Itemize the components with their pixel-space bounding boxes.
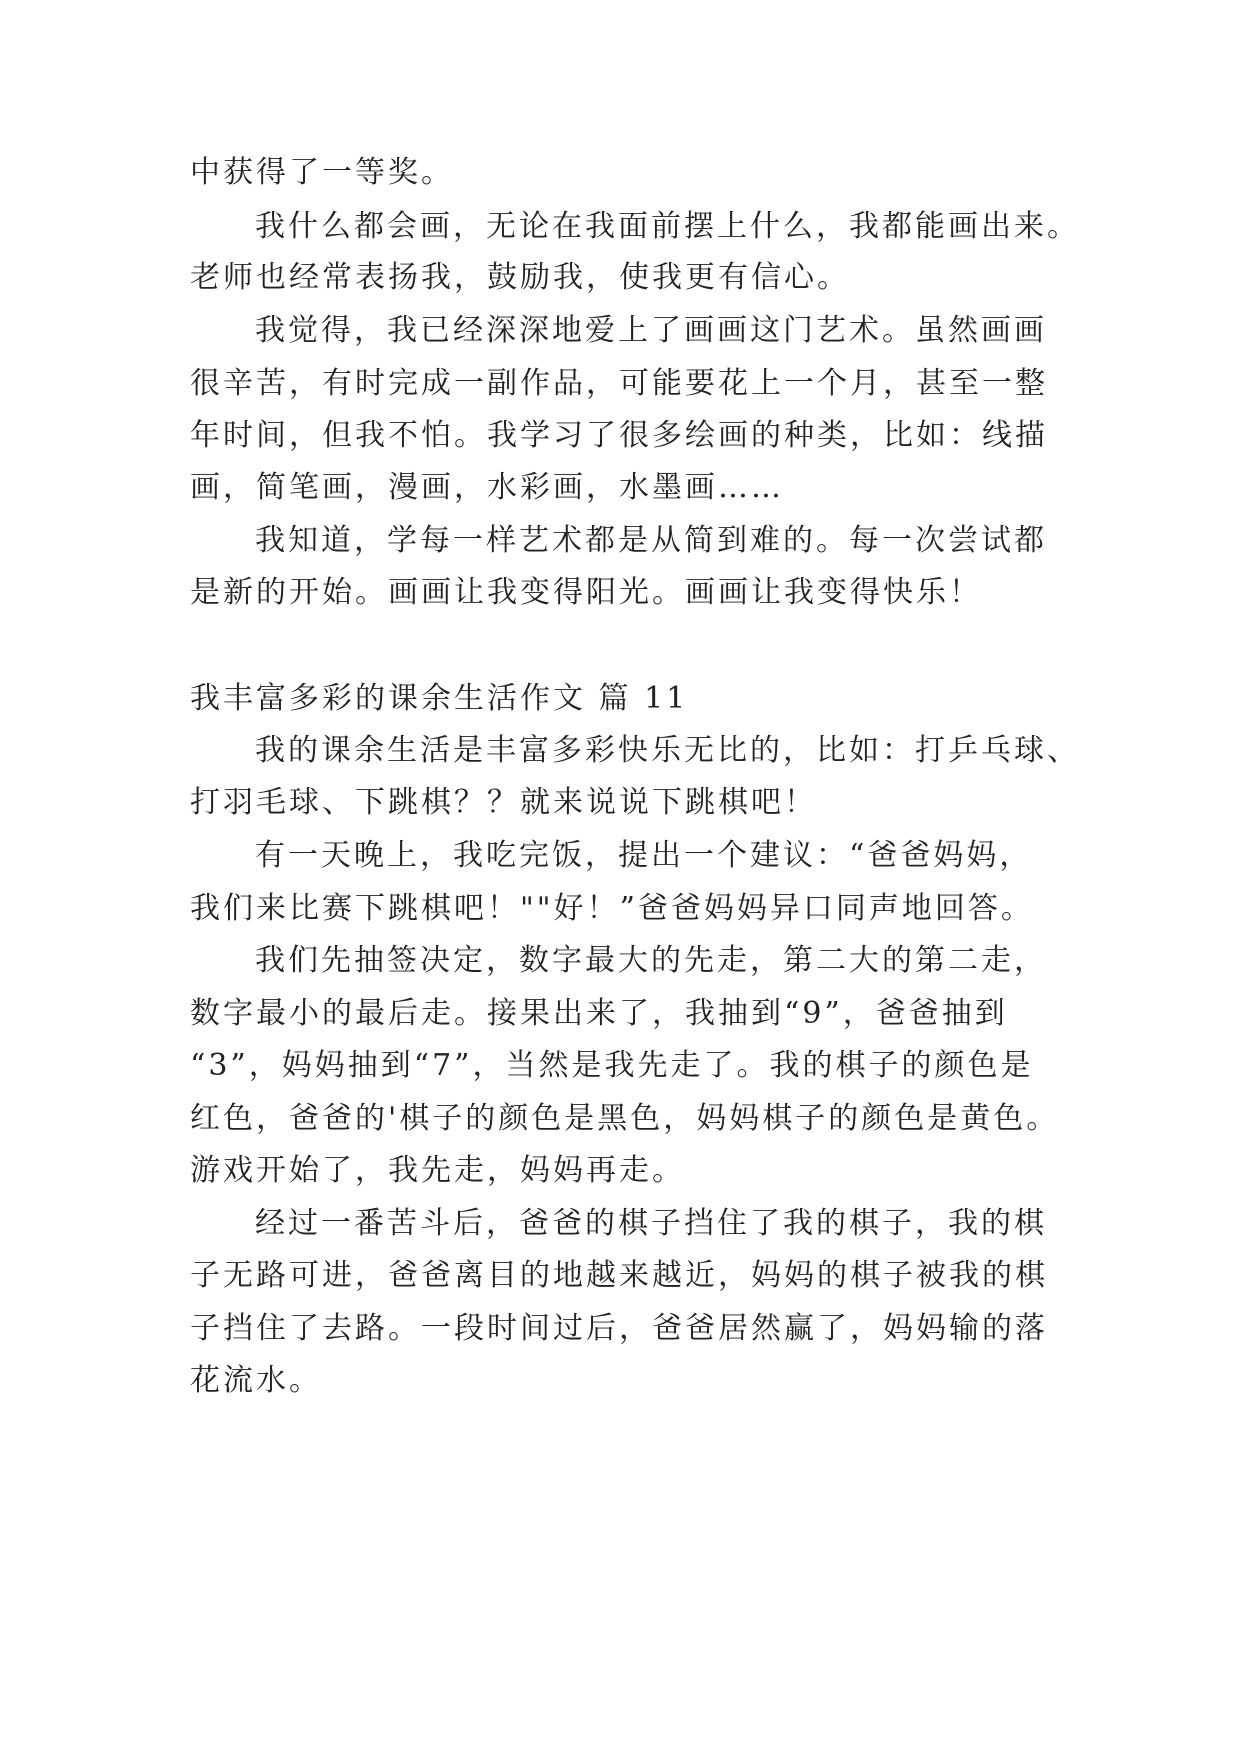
paragraph-line: 经过一番苦斗后，爸爸的棋子挡住了我的棋子，我的棋 bbox=[255, 1206, 1047, 1241]
paragraph-line: 我们先抽签决定，数字最大的先走，第二大的第二走， bbox=[255, 943, 1047, 978]
paragraph-line: 我的课余生活是丰富多彩快乐无比的，比如：打乒乓球、 bbox=[255, 733, 1080, 768]
paragraph-line: 中获得了一等奖。 bbox=[190, 155, 454, 190]
paragraph-line: 老师也经常表扬我，鼓励我，使我更有信心。 bbox=[190, 260, 850, 295]
paragraph-line: 有一天晚上，我吃完饭，提出一个建议：“爸爸妈妈， bbox=[255, 838, 1033, 873]
paragraph-line: “3”，妈妈抽到“7”，当然是我先走了。我的棋子的颜色是 bbox=[190, 1048, 1034, 1083]
paragraph-line: 打羽毛球、下跳棋？？就来说说下跳棋吧！ bbox=[190, 785, 817, 820]
paragraph-line: 画，简笔画，漫画，水彩画，水墨画…… bbox=[190, 470, 784, 505]
paragraph-line: 红色，爸爸的'棋子的颜色是黑色，妈妈棋子的颜色是黄色。 bbox=[190, 1101, 1060, 1136]
paragraph-line: 数字最小的最后走。接果出来了，我抽到“9”，爸爸抽到 bbox=[190, 996, 1008, 1031]
paragraph-line: 游戏开始了，我先走，妈妈再走。 bbox=[190, 1153, 685, 1188]
paragraph-line: 子挡住了去路。一段时间过后，爸爸居然赢了，妈妈输的落 bbox=[190, 1311, 1048, 1346]
paragraph-line: 我们来比赛下跳棋吧！""好！”爸爸妈妈异口同声地回答。 bbox=[190, 891, 1034, 926]
section-heading: 我丰富多彩的课余生活作文 篇 11 bbox=[190, 681, 689, 716]
paragraph-line: 我什么都会画，无论在我面前摆上什么，我都能画出来。 bbox=[255, 209, 1080, 244]
paragraph-line: 子无路可进，爸爸离目的地越来越近，妈妈的棋子被我的棋 bbox=[190, 1258, 1048, 1293]
paragraph-line: 是新的开始。画画让我变得阳光。画画让我变得快乐！ bbox=[190, 575, 982, 610]
paragraph-line: 很辛苦，有时完成一副作品，可能要花上一个月，甚至一整 bbox=[190, 366, 1048, 401]
paragraph-line: 年时间，但我不怕。我学习了很多绘画的种类，比如：线描 bbox=[190, 418, 1048, 453]
paragraph-line: 花流水。 bbox=[190, 1363, 322, 1398]
paragraph-line: 我知道，学每一样艺术都是从简到难的。每一次尝试都 bbox=[255, 523, 1047, 558]
paragraph-line: 我觉得，我已经深深地爱上了画画这门艺术。虽然画画 bbox=[255, 313, 1047, 348]
